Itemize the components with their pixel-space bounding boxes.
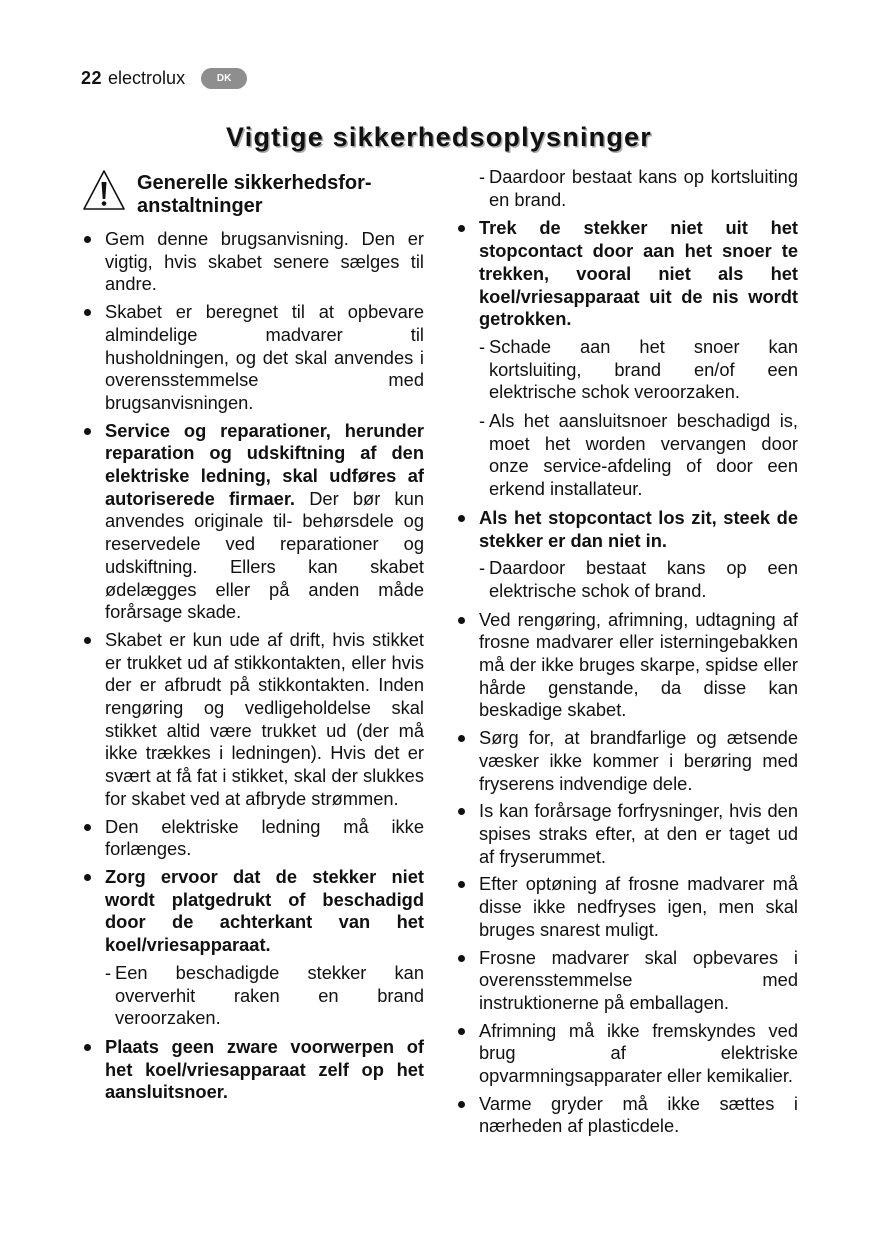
page-number: 22: [81, 68, 103, 88]
section-title-line1: Generelle sikkerhedsfor-: [137, 172, 372, 194]
section-title-line2: anstaltninger: [137, 195, 263, 217]
list-item: Efter optøning af frosne madvarer må disse ikke nedfryses igen, men skal bruges snarest muligt.: [455, 873, 798, 941]
list-item: Als het stopcontact los zit, steek de stekker er dan niet in.: [455, 507, 798, 552]
list-item: Ved rengøring, afrimning, udtagning af frosne madvarer eller isterningebakken må der ikke bruges skarpe, spidse eller hårde genstande, da disse kan beskadige skabet.: [455, 609, 798, 723]
brand-name: electrolux: [108, 68, 186, 88]
section-title: [137, 172, 372, 218]
body-text: Der bør kun anvendes originale til- behørsdele og reservedele ved reparationer og udskiftning. Ellers kan skabet ødelægges eller på anden måde forårsage skade.: [105, 487, 424, 623]
sub-item: - Daardoor bestaat kans op een elektrische schok of brand.: [479, 557, 798, 602]
list-item: Skabet er kun ude af drift, hvis stikket er trukket ud af stikkontakten, eller hvis der er afbrudt på stikkontakten. Inden rengøring og vedligeholdelse skal stikket altid være trukket ud (der må ikke trækkes i ledningen). Hvis det er svært at få fat i stikket, skal der slukkes for skabet ved at afbryde strømmen.: [81, 629, 424, 811]
list-item: Skabet er beregnet til at opbevare almindelige madvarer til husholdningen, og det skal anvendes i overensstemmelse med brugsanvisningen.: [81, 301, 424, 415]
safety-list-right-2: [455, 507, 798, 552]
right-column: [455, 166, 798, 1143]
page-header: [81, 68, 247, 89]
list-item: Gem denne brugsanvisning. Den er vigtig, hvis skabet senere sælges til andre.: [81, 228, 424, 296]
warning-triangle-icon: [81, 168, 127, 214]
sub-item: - Daardoor bestaat kans op kortsluiting en brand.: [479, 166, 798, 211]
list-item: [81, 420, 424, 624]
safety-list-left-cont: [81, 1036, 424, 1104]
safety-list-right-3: [455, 609, 798, 1138]
safety-list-left: [81, 228, 424, 957]
list-item: Varme gryder må ikke sættes i nærheden af plasticdele.: [455, 1093, 798, 1138]
language-badge: DK: [201, 68, 247, 89]
left-column: [81, 168, 424, 1109]
sub-item: - Als het aansluitsnoer beschadigd is, moet het worden vervangen door onze service-afdeling of door een erkend installateur.: [479, 410, 798, 501]
list-item: Den elektriske ledning må ikke forlænges.: [81, 816, 424, 861]
list-item: Afrimning må ikke fremskyndes ved brug af elektriske opvarmningsapparater eller kemikalier.: [455, 1020, 798, 1088]
page-title: Vigtige sikkerhedsoplysninger: [226, 122, 652, 152]
bold-text: Service og reparationer, herunder reparation og udskiftning af den elektriske ledning, skal udføres af autoriserede firmaer.: [105, 419, 424, 509]
safety-list-right: [455, 217, 798, 331]
list-item: Trek de stekker niet uit het stopcontact door aan het snoer te trekken, vooral niet als het koel/vriesapparaat uit de nis wordt getrokken.: [455, 217, 798, 331]
sub-item: - Een beschadigde stekker kan oververhit raken en brand veroorzaken.: [105, 962, 424, 1030]
sub-item: - Schade aan het snoer kan kortsluiting, brand en/of een elektrische schok veroorzaken.: [479, 336, 798, 404]
list-item: Sørg for, at brandfarlige og ætsende væsker ikke kommer i berøring med fryserens indvendige dele.: [455, 727, 798, 795]
list-item: Frosne madvarer skal opbevares i overensstemmelse med instruktionerne på emballagen.: [455, 947, 798, 1015]
list-item: Is kan forårsage forfrysninger, hvis den spises straks efter, at den er taget ud af fryserummet.: [455, 800, 798, 868]
list-item: Plaats geen zware voorwerpen of het koel/vriesapparaat zelf op het aansluitsnoer.: [81, 1036, 424, 1104]
section-heading: [81, 168, 424, 218]
list-item: Zorg ervoor dat de stekker niet wordt platgedrukt of beschadigd door de achterkant van het koel/vriesapparaat.: [81, 866, 424, 957]
